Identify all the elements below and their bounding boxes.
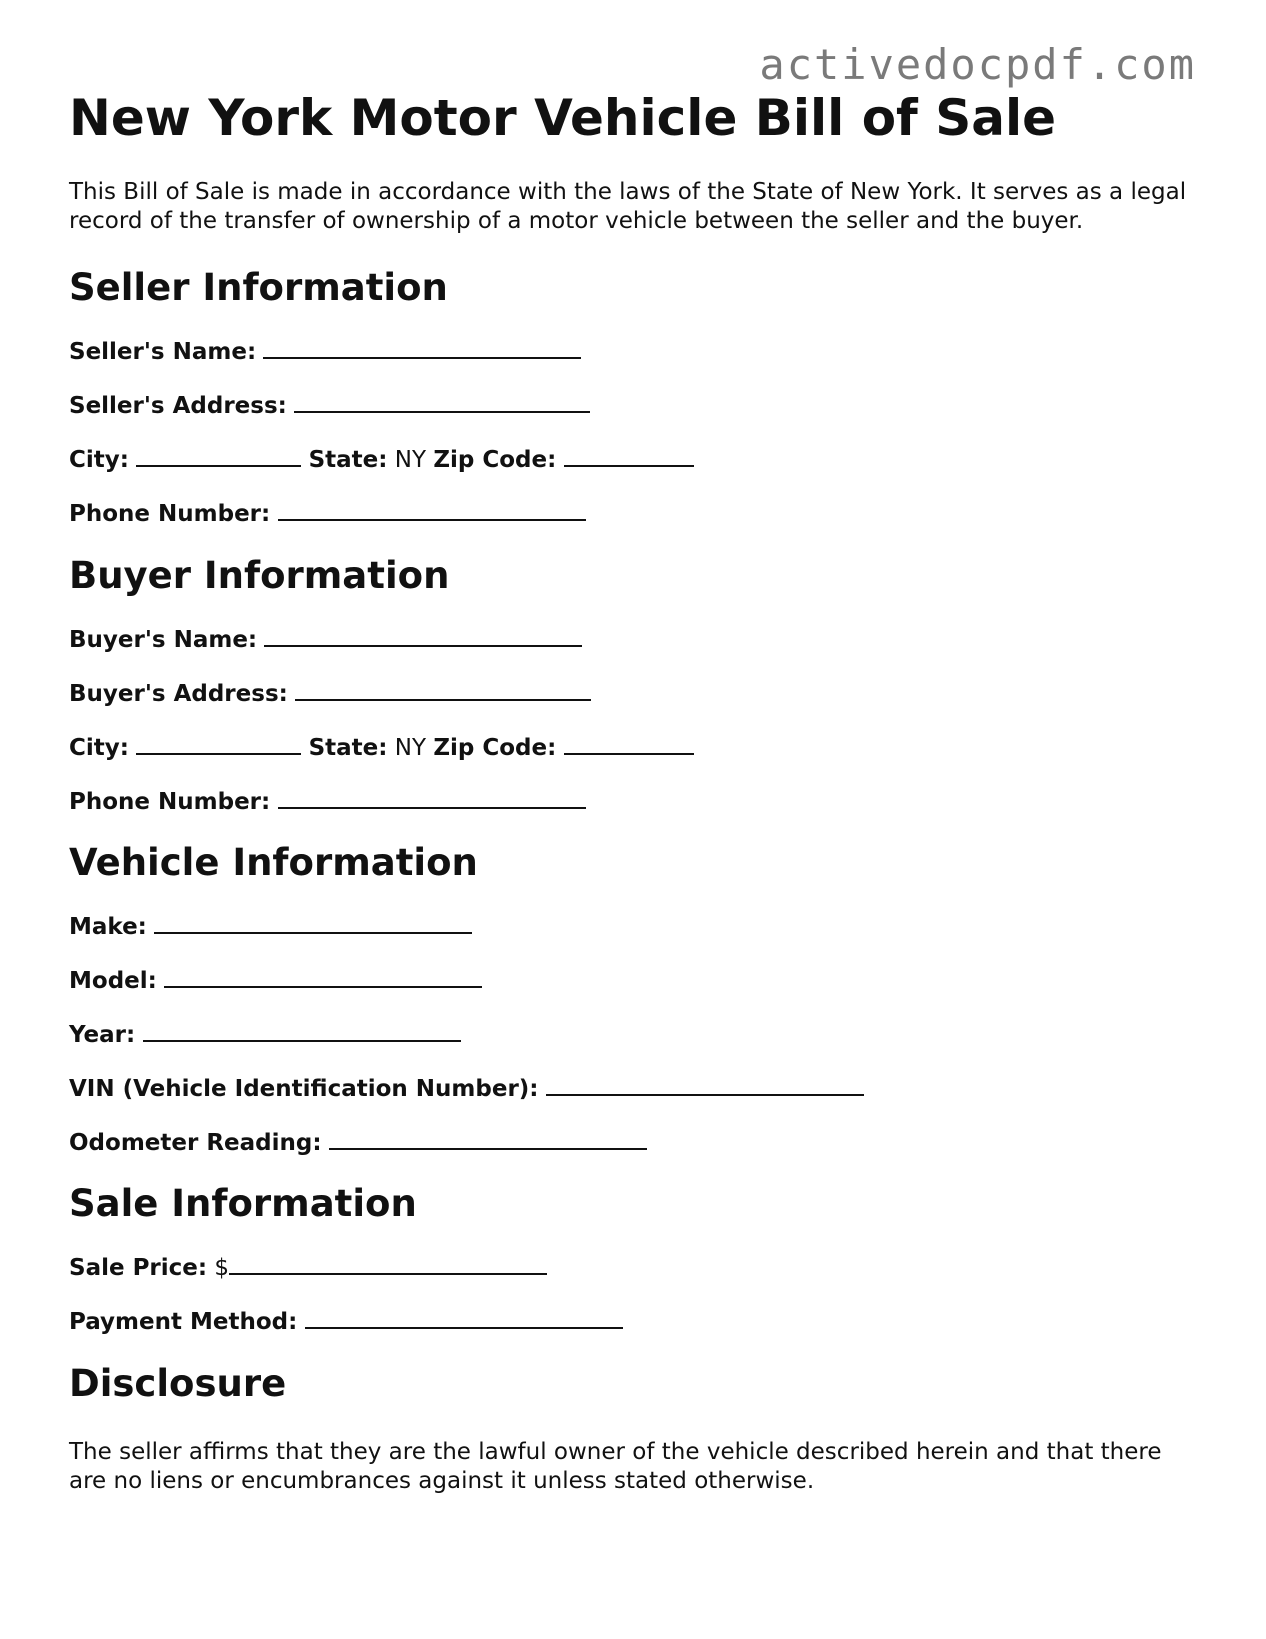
sale-price-label: Sale Price:	[69, 1255, 208, 1281]
buyer-name-label: Buyer's Name:	[69, 627, 258, 653]
vehicle-make-field[interactable]	[154, 911, 472, 934]
buyer-address-field[interactable]	[295, 678, 591, 701]
page-title: New York Motor Vehicle Bill of Sale	[69, 89, 1057, 147]
seller-name-label: Seller's Name:	[69, 339, 257, 365]
vehicle-vin-row	[69, 1073, 1199, 1101]
vehicle-model-label: Model:	[69, 968, 157, 994]
vehicle-make-label: Make:	[69, 914, 147, 940]
disclosure-heading: Disclosure	[69, 1362, 287, 1405]
buyer-name-row	[69, 624, 1199, 652]
buyer-fields	[69, 624, 1199, 814]
buyer-address-row	[69, 678, 1199, 706]
vehicle-odometer-field[interactable]	[329, 1127, 647, 1150]
buyer-phone-label: Phone Number:	[69, 789, 271, 815]
buyer-city-row	[69, 732, 1199, 760]
vehicle-heading: Vehicle Information	[69, 841, 478, 884]
vehicle-model-field[interactable]	[164, 965, 482, 988]
seller-state-label: State:	[308, 447, 388, 473]
seller-address-label: Seller's Address:	[69, 393, 287, 419]
sale-price-field[interactable]	[229, 1252, 547, 1275]
payment-method-field[interactable]	[305, 1306, 623, 1329]
buyer-state-label: State:	[308, 735, 388, 761]
vehicle-fields	[69, 911, 1199, 1155]
buyer-zip-label: Zip Code:	[433, 735, 557, 761]
buyer-city-field[interactable]	[136, 732, 301, 755]
seller-zip-label: Zip Code:	[433, 447, 557, 473]
document-page	[69, 88, 1199, 1496]
vehicle-make-row	[69, 911, 1199, 939]
seller-phone-label: Phone Number:	[69, 501, 271, 527]
seller-city-label: City:	[69, 447, 129, 473]
vehicle-year-label: Year:	[69, 1022, 136, 1048]
disclosure-paragraph: The seller affirms that they are the lawful owner of the vehicle described herein and that there are no liens or encumbrances against it unless stated otherwise.	[69, 1439, 1162, 1494]
seller-fields	[69, 336, 1199, 526]
vehicle-odometer-row	[69, 1127, 1199, 1155]
buyer-name-field[interactable]	[264, 624, 582, 647]
seller-heading: Seller Information	[69, 266, 448, 309]
sale-heading: Sale Information	[69, 1182, 417, 1225]
vehicle-model-row	[69, 965, 1199, 993]
buyer-phone-row	[69, 786, 1199, 814]
payment-method-row	[69, 1306, 1199, 1334]
buyer-phone-field[interactable]	[278, 786, 586, 809]
seller-name-field[interactable]	[263, 336, 581, 359]
seller-city-field[interactable]	[136, 444, 301, 467]
buyer-state-value: NY	[394, 735, 427, 761]
vehicle-year-row	[69, 1019, 1199, 1047]
seller-name-row	[69, 336, 1199, 364]
buyer-city-label: City:	[69, 735, 129, 761]
seller-zip-field[interactable]	[564, 444, 694, 467]
sale-price-row	[69, 1252, 1199, 1280]
seller-address-field[interactable]	[294, 390, 590, 413]
vehicle-vin-label: VIN (Vehicle Identification Number):	[69, 1076, 539, 1102]
buyer-zip-field[interactable]	[564, 732, 694, 755]
vehicle-vin-field[interactable]	[546, 1073, 864, 1096]
seller-address-row	[69, 390, 1199, 418]
seller-phone-field[interactable]	[278, 498, 586, 521]
payment-method-label: Payment Method:	[69, 1309, 298, 1335]
watermark: activedocpdf.com	[759, 40, 1196, 89]
sale-fields	[69, 1252, 1199, 1334]
seller-city-row	[69, 444, 1199, 472]
seller-state-value: NY	[394, 447, 427, 473]
buyer-address-label: Buyer's Address:	[69, 681, 288, 707]
seller-phone-row	[69, 498, 1199, 526]
vehicle-year-field[interactable]	[143, 1019, 461, 1042]
vehicle-odometer-label: Odometer Reading:	[69, 1130, 322, 1156]
currency-symbol: $	[214, 1255, 230, 1281]
intro-paragraph: This Bill of Sale is made in accordance with the laws of the State of New York. It serves as a legal record of the transfer of ownership of a motor vehicle between the seller and the buyer.	[69, 179, 1187, 234]
buyer-heading: Buyer Information	[69, 554, 450, 597]
